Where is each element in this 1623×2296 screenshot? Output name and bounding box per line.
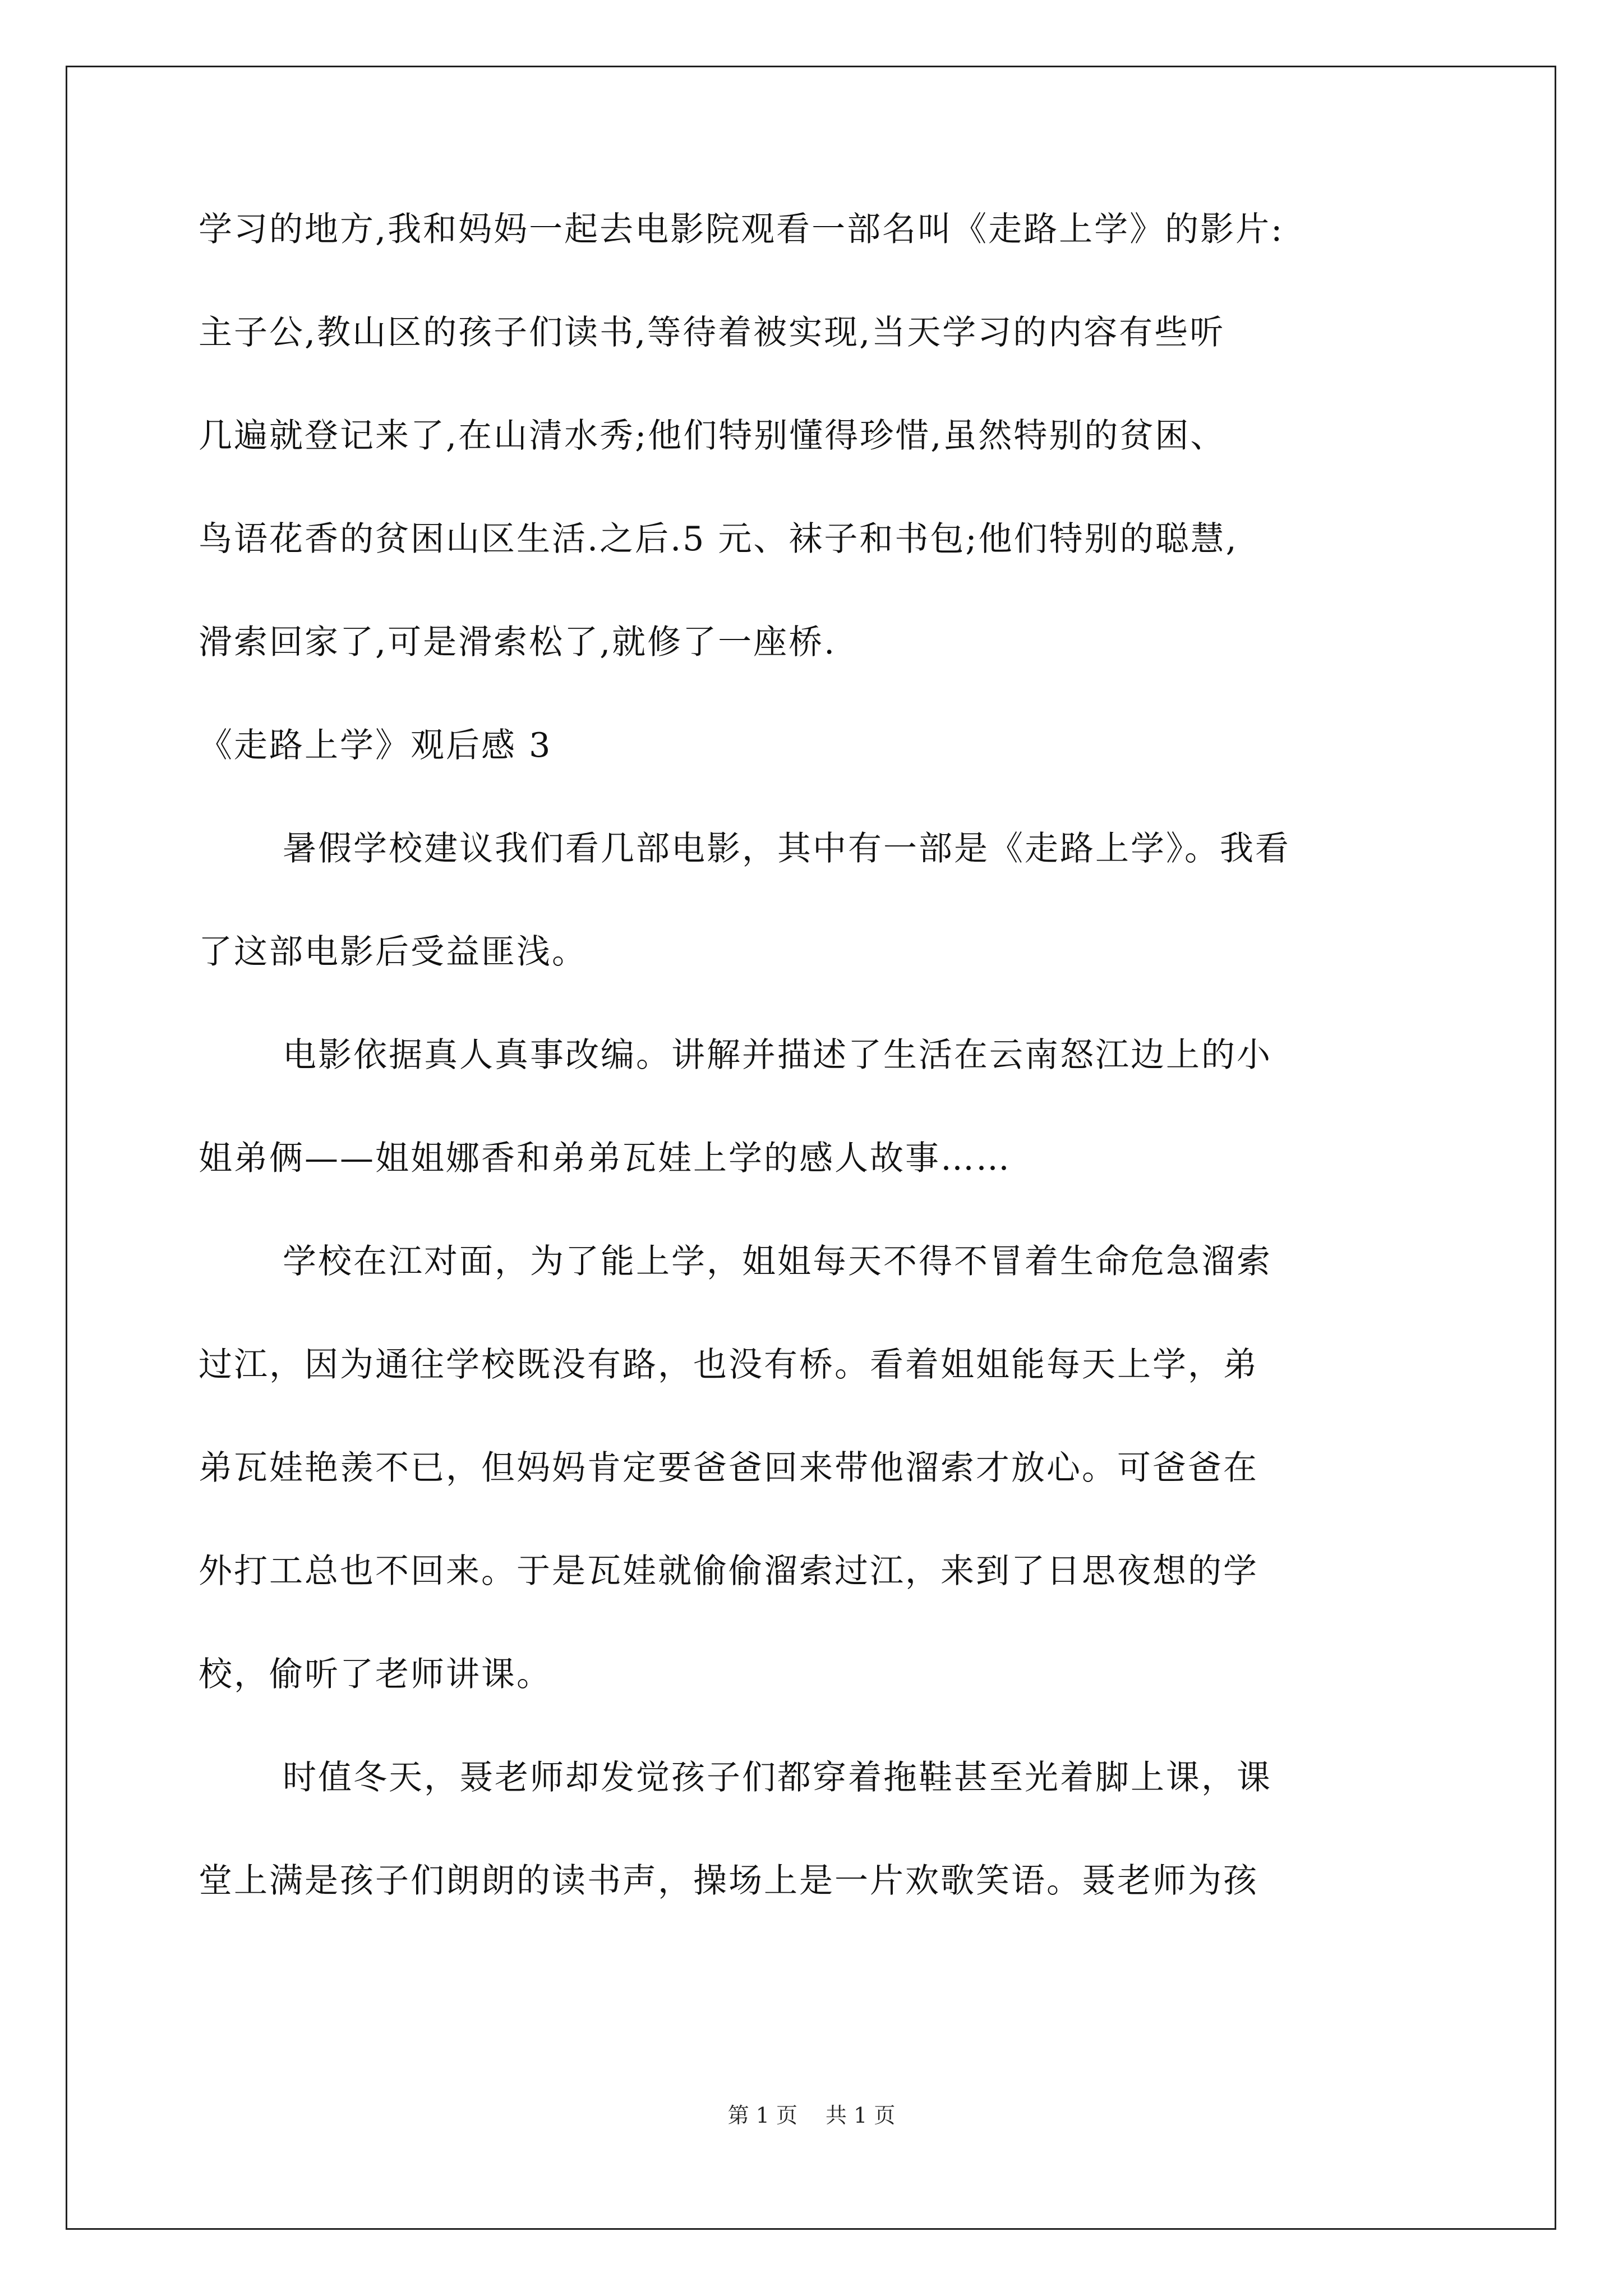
page-footer bbox=[0, 2098, 1623, 2129]
text-line: 鸟语花香的贫困山区生活.之后.5 元、袜子和书包;他们特别的聪慧, bbox=[199, 519, 1238, 559]
text-line: 滑索回家了,可是滑索松了,就修了一座桥. bbox=[199, 623, 837, 662]
paragraph-first-line: 时值冬天，聂老师却发觉孩子们都穿着拖鞋甚至光着脚上课，课 bbox=[283, 1758, 1272, 1797]
text-line: 几遍就登记来了,在山清水秀;他们特别懂得珍惜,虽然特别的贫困、 bbox=[199, 416, 1226, 455]
text-line: 堂上满是孩子们朗朗的读书声，操场上是一片欢歌笑语。聂老师为孩 bbox=[199, 1861, 1258, 1901]
text-line: 了这部电影后受益匪浅。 bbox=[199, 932, 587, 972]
paragraph-first-line: 暑假学校建议我们看几部电影，其中有一部是《走路上学》。我看 bbox=[283, 829, 1290, 868]
document-body bbox=[199, 205, 1455, 1959]
text-line: 弟瓦娃艳羡不已，但妈妈肯定要爸爸回来带他溜索才放心。可爸爸在 bbox=[199, 1448, 1258, 1488]
text-line: 外打工总也不回来。于是瓦娃就偷偷溜索过江，来到了日思夜想的学 bbox=[199, 1552, 1258, 1591]
page-total: 共 1 页 bbox=[826, 2103, 896, 2128]
section-heading: 《走路上学》观后感 3 bbox=[199, 726, 552, 765]
text-line: 姐弟俩——姐姐娜香和弟弟瓦娃上学的感人故事…… bbox=[199, 1139, 1011, 1178]
text-line: 校，偷听了老师讲课。 bbox=[199, 1655, 552, 1694]
paragraph-first-line: 电影依据真人真事改编。讲解并描述了生活在云南怒江边上的小 bbox=[283, 1036, 1272, 1075]
page-number: 第 1 页 bbox=[727, 2103, 797, 2128]
text-line: 过江，因为通往学校既没有路，也没有桥。看着姐姐能每天上学，弟 bbox=[199, 1345, 1258, 1384]
paragraph-first-line: 学校在江对面，为了能上学，姐姐每天不得不冒着生命危急溜索 bbox=[283, 1242, 1272, 1281]
text-line: 主子公,教山区的孩子们读书,等待着被实现,当天学习的内容有些听 bbox=[199, 313, 1225, 352]
text-line: 学习的地方,我和妈妈一起去电影院观看一部名叫《走路上学》的影片: bbox=[199, 210, 1284, 249]
